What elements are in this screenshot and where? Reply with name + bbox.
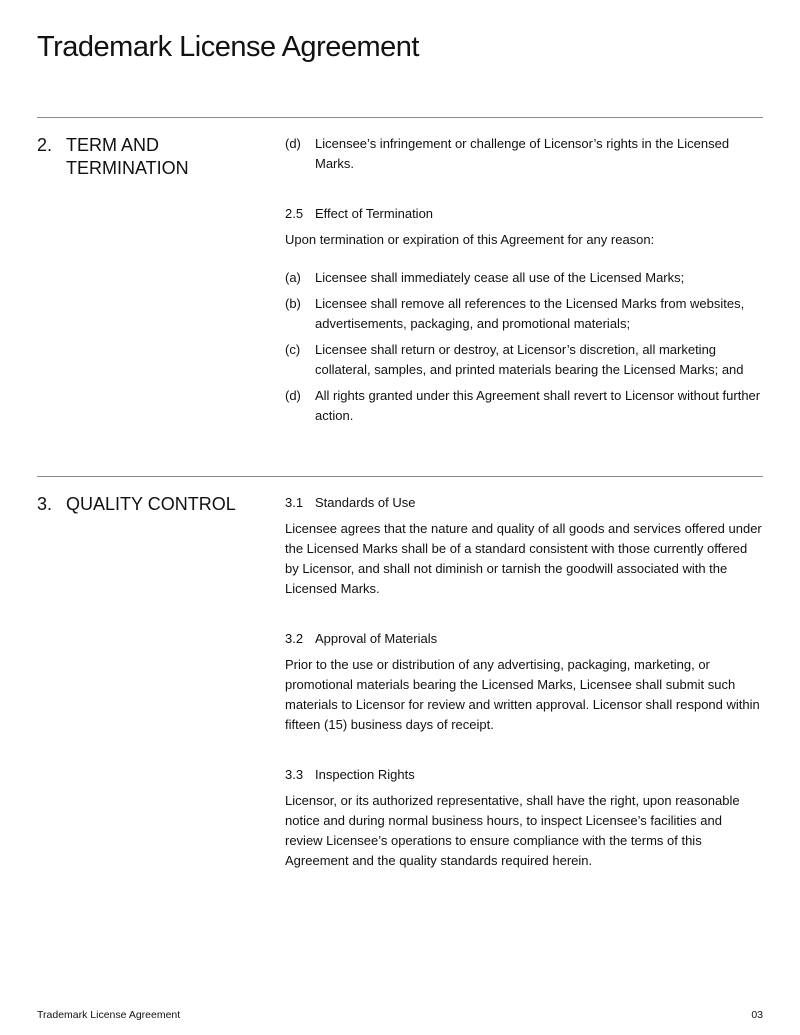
section-title: TERM AND TERMINATION [66, 135, 189, 178]
section-number: 3. [37, 494, 53, 514]
list-item-label: (a) [285, 270, 301, 285]
clause-title: Effect of Termination [315, 206, 434, 221]
clause-intro: Upon termination or expiration of this Agreement for any reason: [285, 232, 655, 247]
section-body-quality [285, 493, 763, 877]
clause-title: Approval of Materials [315, 631, 438, 646]
list-item-text: Licensee shall return or destroy, at Licensor’s discretion, all marketing collateral, samples, and printed materials bearing the Licensed Marks; and [315, 342, 744, 377]
list-item-text: Licensee shall remove all references to the Licensed Marks from websites, advertisements, packaging, and promotional materials; [315, 296, 745, 331]
clause-body: Licensor, or its authorized representative, shall have the right, upon reasonable notice and during normal business hours, to inspect Licensee’s facilities and review Licensee’s operations to ensure compliance with the terms of this Agreement and the quality standards required herein. [285, 793, 740, 868]
section-divider [37, 117, 763, 118]
clause-body: Licensee agrees that the nature and quality of all goods and services offered under the Licensed Marks shall be of a standard consistent with those currently offered by Licensor, and shall not diminish or tarnish the goodwill associated with the Licensed Marks. [285, 521, 762, 596]
section-title: QUALITY CONTROL [66, 494, 236, 514]
clause-number: 3.1 [285, 495, 304, 510]
footer-page-number: 03 [751, 1009, 763, 1021]
list-item-text: All rights granted under this Agreement shall revert to Licensor without further action. [315, 388, 761, 423]
clause-heading [285, 629, 763, 649]
clause-heading [285, 493, 763, 513]
list-item-text: Licensee’s infringement or challenge of Licensor’s rights in the Licensed Marks. [315, 136, 730, 171]
clause-title: Standards of Use [315, 495, 416, 510]
list-item [285, 268, 763, 288]
list-item-label: (d) [285, 136, 301, 151]
list-item-label: (c) [285, 342, 301, 357]
footer-document-name: Trademark License Agreement [37, 1009, 181, 1021]
list-item-label: (d) [285, 388, 301, 403]
list-item [285, 134, 763, 174]
section-divider [37, 476, 763, 477]
clause-title: Inspection Rights [315, 767, 415, 782]
list-item [285, 294, 763, 334]
section-body-term [285, 134, 763, 432]
clause-heading [285, 765, 763, 785]
list-item-label: (b) [285, 296, 301, 311]
list-item [285, 386, 763, 426]
list-item [285, 340, 763, 380]
list-item-text: Licensee shall immediately cease all use of the Licensed Marks; [315, 270, 685, 285]
clause-number: 2.5 [285, 206, 304, 221]
clause-number: 3.3 [285, 767, 304, 782]
clause-number: 3.2 [285, 631, 304, 646]
clause-heading [285, 204, 763, 224]
clause-body: Prior to the use or distribution of any advertising, packaging, marketing, or promotional materials bearing the Licensed Marks, Licensee shall submit such materials to Licensor for review and written approval. Licensor shall respond within fifteen (15) business days of receipt. [285, 657, 760, 732]
section-number: 2. [37, 135, 53, 155]
document-title: Trademark License Agreement [37, 31, 419, 63]
